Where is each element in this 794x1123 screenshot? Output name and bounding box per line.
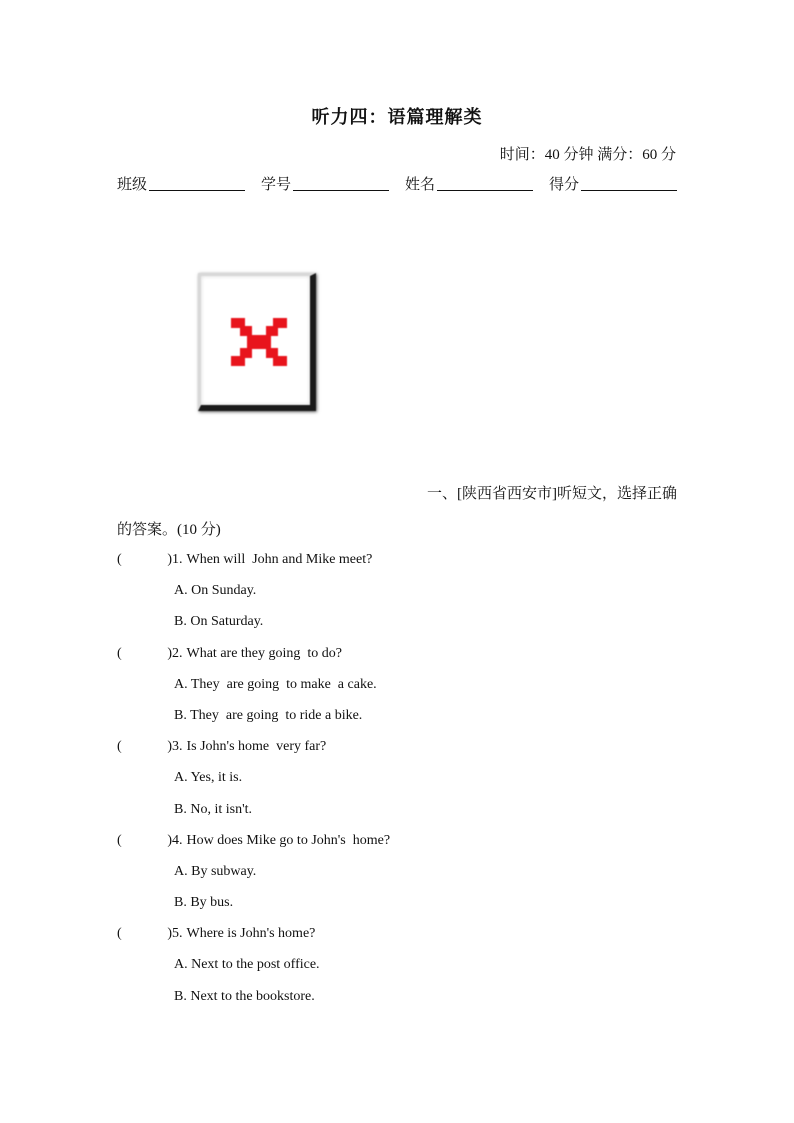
class-blank (149, 189, 245, 191)
answer-blank: ( ) (117, 645, 172, 661)
name-blank (437, 189, 533, 191)
answer-blank: ( ) (117, 832, 172, 848)
question-2 (117, 645, 677, 676)
student-number-field (261, 173, 389, 194)
option-a: A. On Sunday. (174, 583, 257, 599)
option-a: A. By subway. (174, 863, 257, 879)
option-a: A. They are going to make a cake. (174, 676, 377, 692)
answer-blank: ( ) (117, 926, 172, 942)
score-field (549, 173, 677, 194)
question-1 (117, 551, 677, 582)
option-a: A. Yes, it is. (174, 770, 243, 786)
option-a: A. Next to the post office. (174, 957, 320, 973)
section-heading-continued: 的答案。(10 分) (117, 522, 221, 538)
student-info-row (117, 173, 677, 194)
question-number: 2. (172, 645, 183, 661)
class-field (117, 173, 245, 194)
option-b: B. By bus. (174, 895, 234, 911)
question-number: 5. (172, 926, 183, 942)
student-number-blank (293, 189, 389, 191)
score-blank (581, 189, 677, 191)
field-label: 学号 (260, 177, 291, 193)
answer-blank: ( ) (117, 552, 172, 567)
field-label: 姓名 (404, 177, 435, 193)
field-label: 得分 (548, 177, 579, 193)
question-number: 3. (172, 739, 183, 755)
time-score-info: 时间：40 分钟 满分：60 分 (499, 147, 676, 163)
question-text: How does Mike go to John's home? (186, 832, 391, 848)
question-5 (117, 925, 677, 956)
option-b: B. On Saturday. (174, 614, 264, 630)
section-heading: 一、[陕西省西安市]听短文，选择正确 (427, 486, 677, 502)
field-label: 班级 (117, 177, 148, 193)
question-3 (117, 738, 677, 769)
answer-blank: ( ) (117, 739, 172, 755)
option-b: B. No, it isn't. (174, 801, 252, 817)
question-list (117, 551, 677, 1019)
question-4 (117, 832, 677, 863)
question-text: Where is John's home? (186, 926, 316, 942)
question-number: 1. (172, 552, 183, 567)
page-title: 听力四：语篇理解类 (311, 107, 483, 127)
question-number: 4. (172, 832, 183, 848)
question-text: Is John's home very far? (186, 739, 327, 755)
red-x-icon (231, 318, 287, 366)
option-b: B. Next to the bookstore. (174, 988, 315, 1004)
question-text: What are they going to do? (186, 645, 343, 661)
option-b: B. They are going to ride a bike. (174, 707, 363, 723)
name-field (405, 173, 533, 194)
question-text: When will John and Mike meet? (186, 552, 373, 567)
broken-image-icon (198, 273, 316, 411)
